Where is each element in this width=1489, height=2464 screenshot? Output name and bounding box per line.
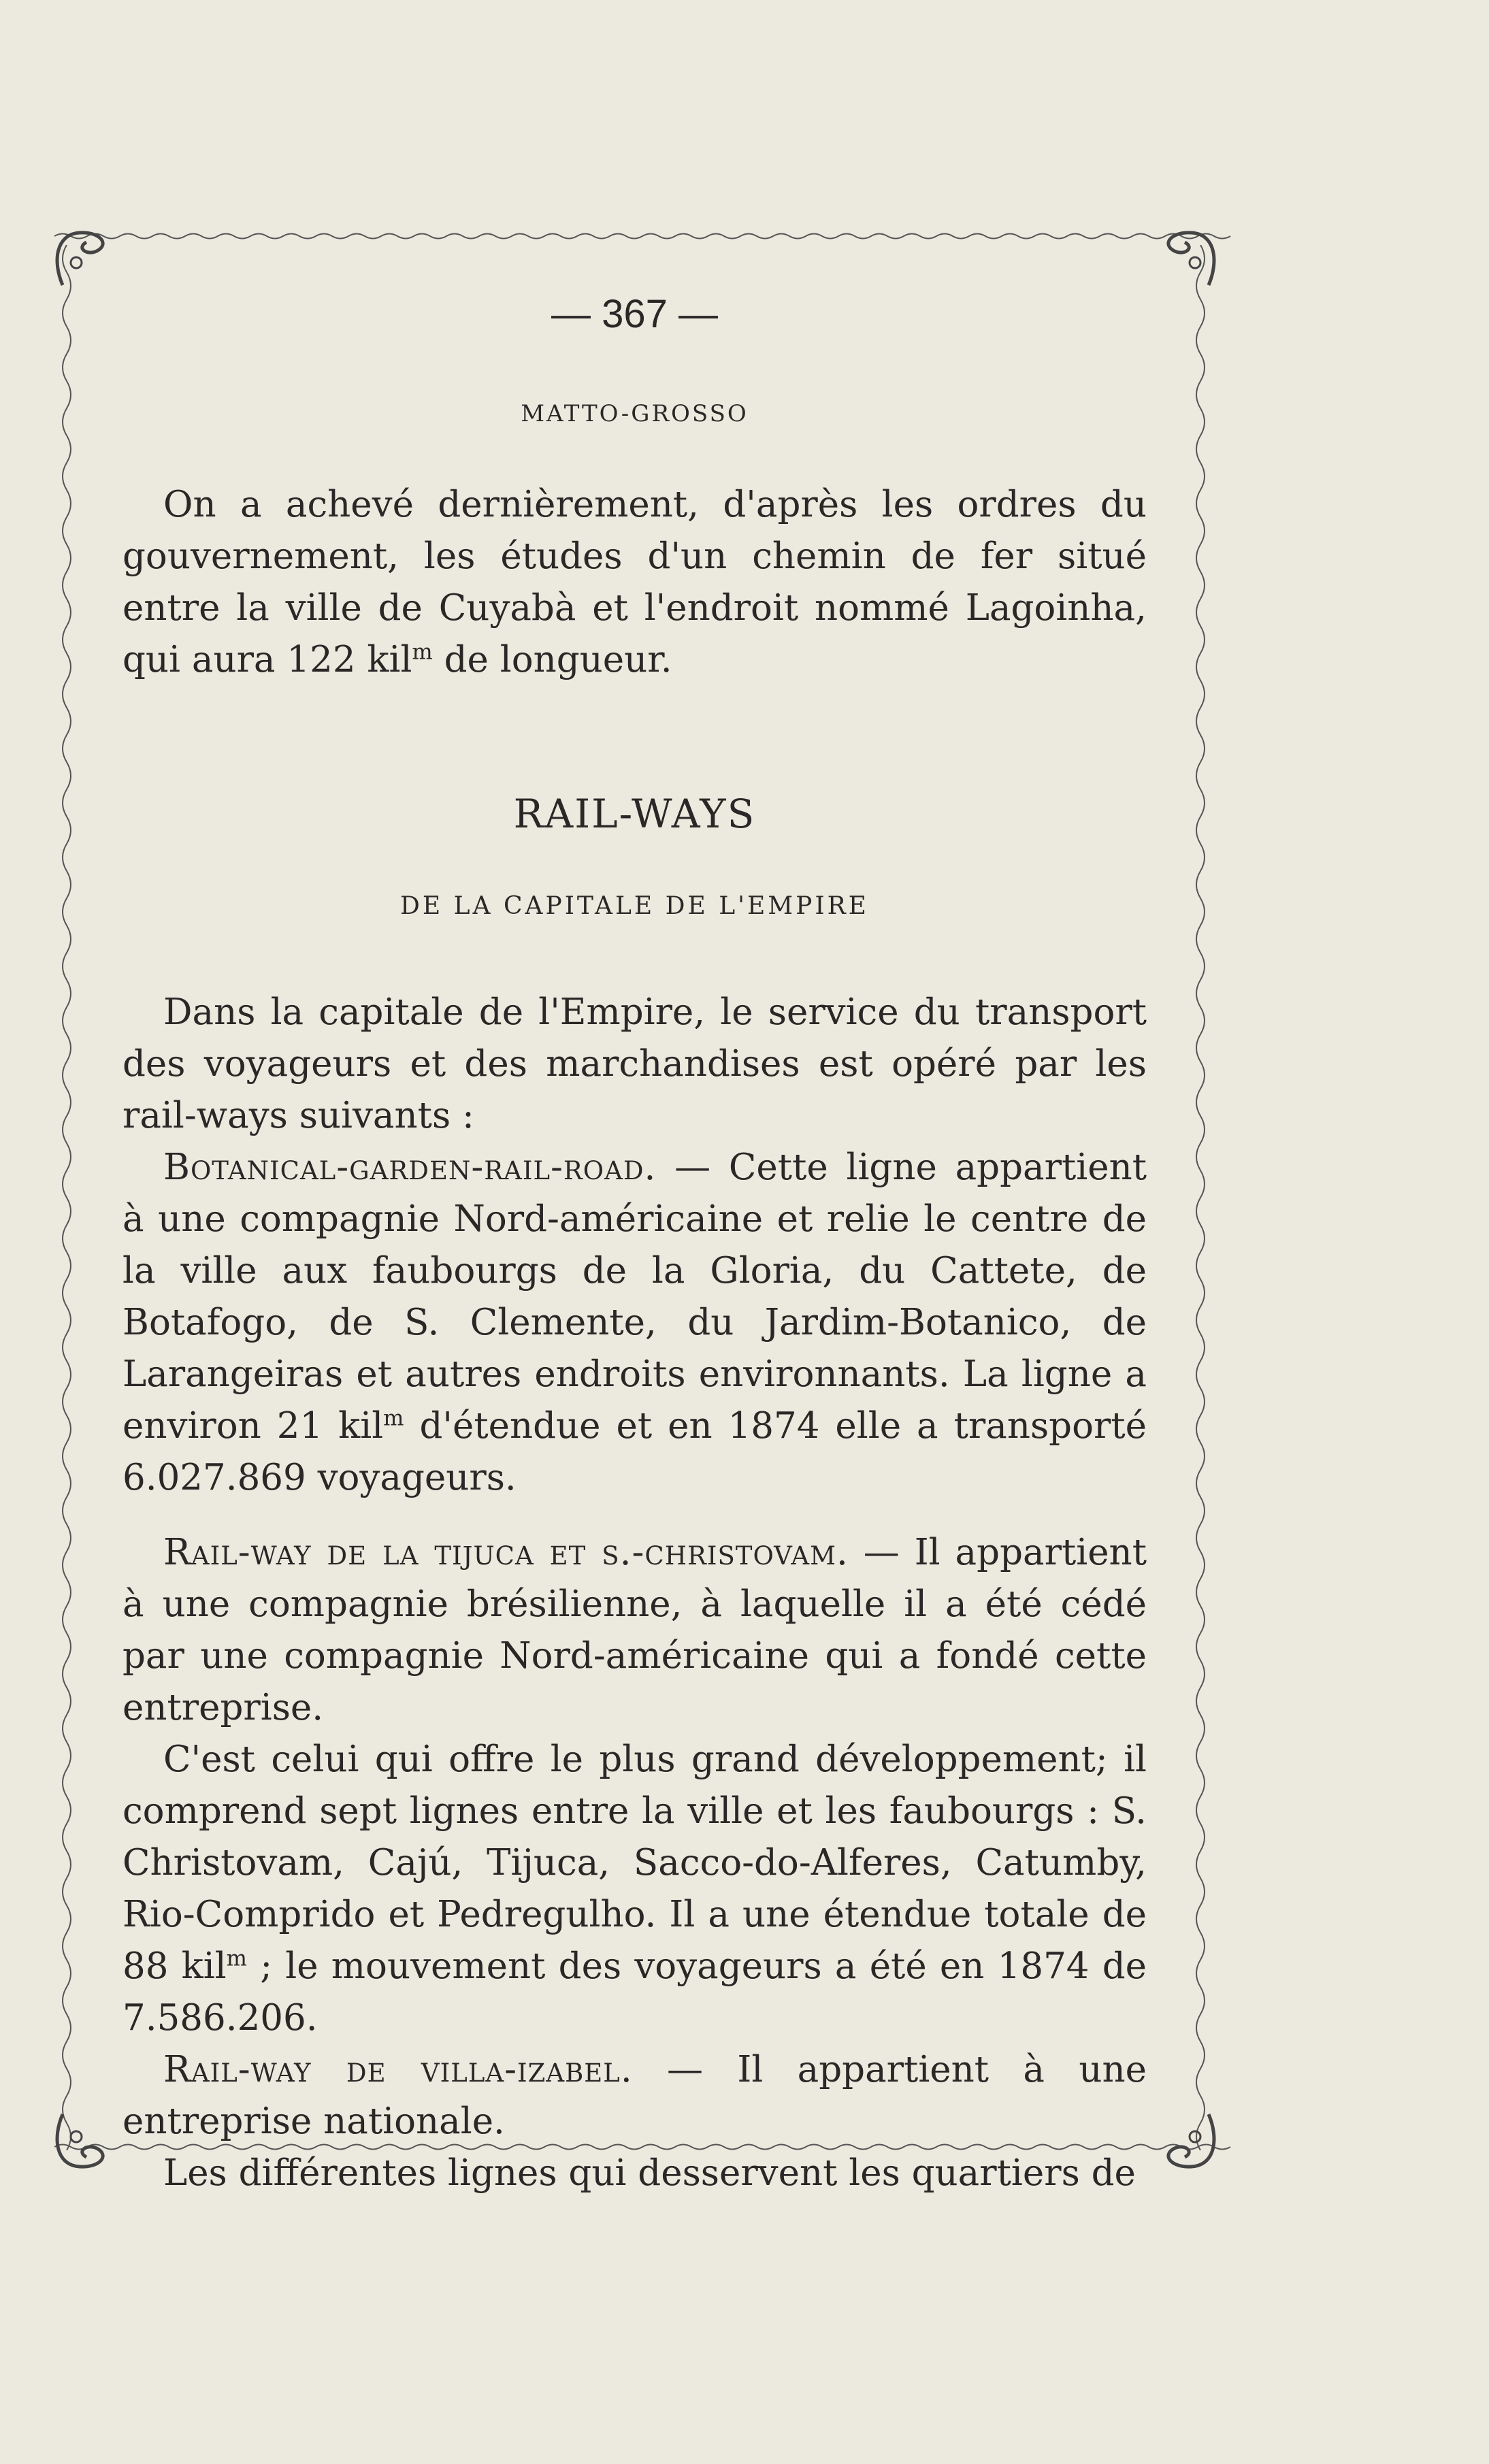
last-line: Les différentes lignes qui desservent les quartiers de	[163, 2152, 1136, 2194]
unit-superscript: m	[226, 1945, 248, 1971]
subheading: DE LA CAPITALE DE L'EMPIRE	[400, 892, 869, 920]
tijuca-details-text: C'est celui qui offre le plus grand développement; il comprend sept lignes entre la ville et les faubourgs : S. Christovam, Cajú, Tijuca, Sacco-do-Alferes, Catumby, Rio-Comprido et Pedregulho. Il a une étendue totale de 88 kil	[122, 1739, 1147, 1987]
opening-paragraph: Dans la capitale de l'Empire, le service du transport des voyageurs et des marchandises est opéré par les rail-ways suivants :	[122, 991, 1147, 1136]
unit-superscript: m	[412, 638, 433, 665]
spacer	[122, 1504, 1147, 1527]
corner-ornament-icon	[1147, 220, 1222, 295]
tijuca-paragraph	[122, 1527, 1147, 1734]
right-border-ornament	[1192, 245, 1209, 2150]
tijuca-details-text-end: ; le mouvement des voyageurs a été en 1874 de 7.586.206.	[122, 1945, 1147, 2039]
left-border-ornament	[59, 245, 75, 2150]
botanical-paragraph	[122, 1142, 1147, 1504]
corner-ornament-icon	[49, 2104, 124, 2179]
villa-izabel-text: — Il appartient à une entreprise nationale.	[122, 2049, 1147, 2142]
corner-ornament-icon	[49, 220, 124, 295]
tijuca-text: — Il appartient à une compagnie brésilienne, à laquelle il a été cédé par une compagnie Nord-américaine qui a fondé cette entreprise.	[122, 1532, 1147, 1728]
section-header: MATTO-GROSSO	[521, 400, 749, 427]
heading: RAIL-WAYS	[513, 791, 756, 837]
botanical-text: — Cette ligne appartient à une compagnie Nord-américaine et relie le centre de la ville aux faubourgs de la Gloria, du Cattete, de Botafogo, de S. Clemente, du Jardim-Botanico, de Larangeiras et autres endroits environnants. La ligne a environ 21 kil	[122, 1147, 1147, 1447]
unit-superscript: m	[383, 1405, 404, 1431]
botanical-text-end: d'étendue et en 1874 elle a transporté 6.027.869 voyageurs.	[122, 1405, 1147, 1498]
tijuca-details-paragraph	[122, 1734, 1147, 2044]
tijuca-title: Rail-way de la tijuca et s.-christovam.	[163, 1532, 849, 1573]
botanical-title: Botanical-garden-rail-road.	[163, 1147, 657, 1188]
villa-izabel-title: Rail-way de villa-izabel.	[163, 2049, 633, 2090]
intro-text-end: de longueur.	[432, 639, 672, 680]
intro-text: On a achevé dernièrement, d'après les ordres du gouvernement, les études d'un chemin de fer situé entre la ville de Cuyabà et l'endroit nommé Lagoinha, qui aura 122 kil	[122, 484, 1147, 680]
villa-izabel-paragraph	[122, 2044, 1147, 2148]
corner-ornament-icon	[1147, 2104, 1222, 2179]
intro-paragraph	[122, 479, 1147, 686]
page-number: — 367 —	[551, 292, 718, 336]
page-content	[122, 272, 1147, 2199]
